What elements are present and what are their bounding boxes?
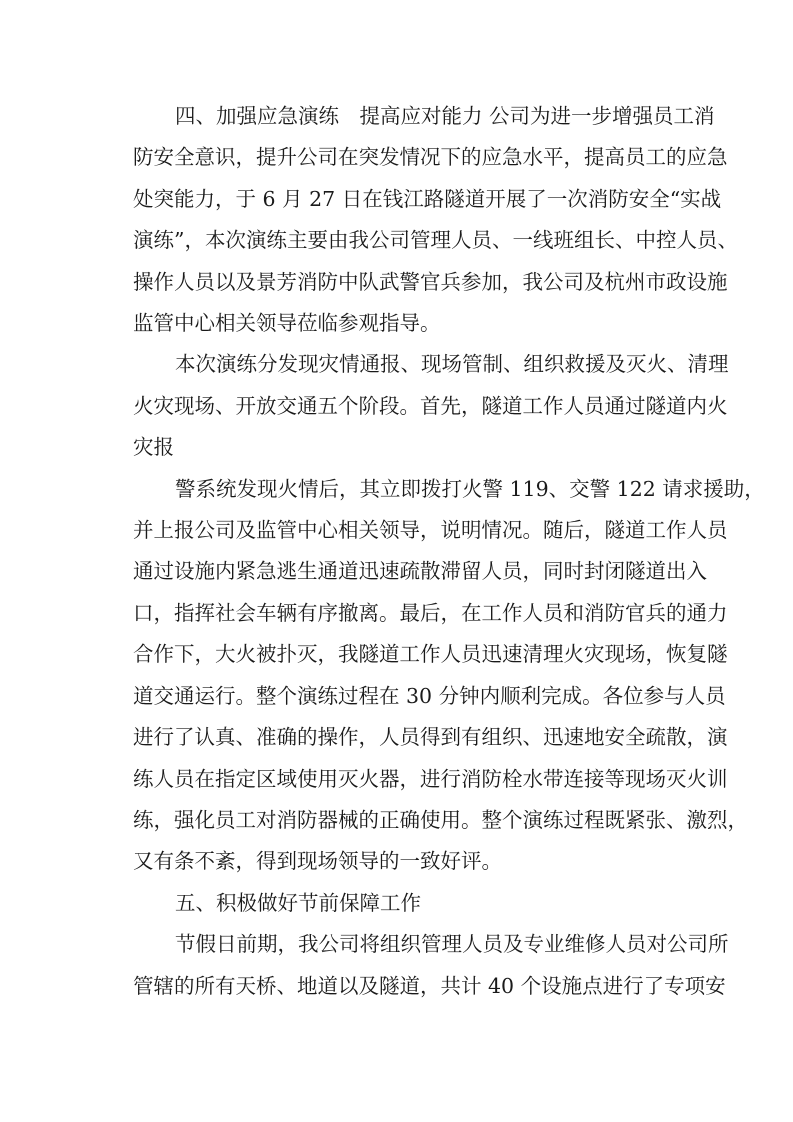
- text-line: 处突能力，于 6 月 27 日在钱江路隧道开展了一次消防安全“实战: [133, 186, 722, 211]
- text-line: 道交通运行。整个演练过程在 30 分钟内顺利完成。各位参与人员: [133, 683, 726, 708]
- text-line: 监管中心相关领导莅临参观指导。: [133, 311, 441, 336]
- text-line: 演练”，本次演练主要由我公司管理人员、一线班组长、中控人员、: [133, 228, 738, 253]
- text-line: 防安全意识，提升公司在突发情况下的应急水平，提高员工的应急: [133, 145, 728, 170]
- text-line: 节假日前期，我公司将组织管理人员及专业维修人员对公司所: [175, 932, 729, 957]
- paragraph-drill-process: [92, 469, 765, 883]
- text-line: 练人员在指定区域使用灭火器，进行消防栓水带连接等现场灭火训: [133, 766, 728, 791]
- document-page: [92, 96, 765, 1007]
- text-line: 又有条不紊，得到现场领导的一致好评。: [133, 849, 502, 874]
- text-line: 火灾现场、开放交通五个阶段。首先，隧道工作人员通过隧道内火: [133, 393, 728, 418]
- text-line: 进行了认真、准确的操作，人员得到有组织、迅速地安全疏散，演: [133, 725, 728, 750]
- paragraph-holiday-inspection: [92, 924, 729, 1007]
- text-line: 本次演练分发现灾情通报、现场管制、组织救援及灭火、清理: [175, 352, 729, 377]
- text-line: 口，指挥社会车辆有序撤离。最后，在工作人员和消防官兵的通力: [133, 600, 728, 625]
- text-line: 灾报: [133, 435, 174, 460]
- text-line: 并上报公司及监管中心相关领导，说明情况。随后，隧道工作人员: [133, 518, 728, 543]
- text-line: 警系统发现火情后，其立即拨打火警 119、交警 122 请求援助，: [175, 476, 765, 501]
- text-line: 练，强化员工对消防器械的正确使用。整个演练过程既紧张、激烈，: [133, 807, 748, 832]
- text-line: 通过设施内紧急逃生通道迅速疏散滞留人员，同时封闭隧道出入: [133, 559, 707, 584]
- text-line: 四、加强应急演练 提高应对能力 公司为进一步增强员工消: [175, 104, 715, 128]
- text-line: 操作人员以及景芳消防中队武警官兵参加，我公司及杭州市政设施: [133, 269, 728, 294]
- section-heading-holiday-preparation: [92, 883, 704, 924]
- paragraph-drill-stages: [92, 344, 729, 468]
- heading-line: 五、积极做好节前保障工作: [175, 890, 421, 915]
- text-line: 管辖的所有天桥、地道以及隧道，共计 40 个设施点进行了专项安: [133, 973, 726, 998]
- paragraph-emergency-drill-intro: [92, 96, 738, 344]
- text-line: 合作下，大火被扑灭，我隧道工作人员迅速清理火灾现场，恢复隧: [133, 642, 728, 667]
